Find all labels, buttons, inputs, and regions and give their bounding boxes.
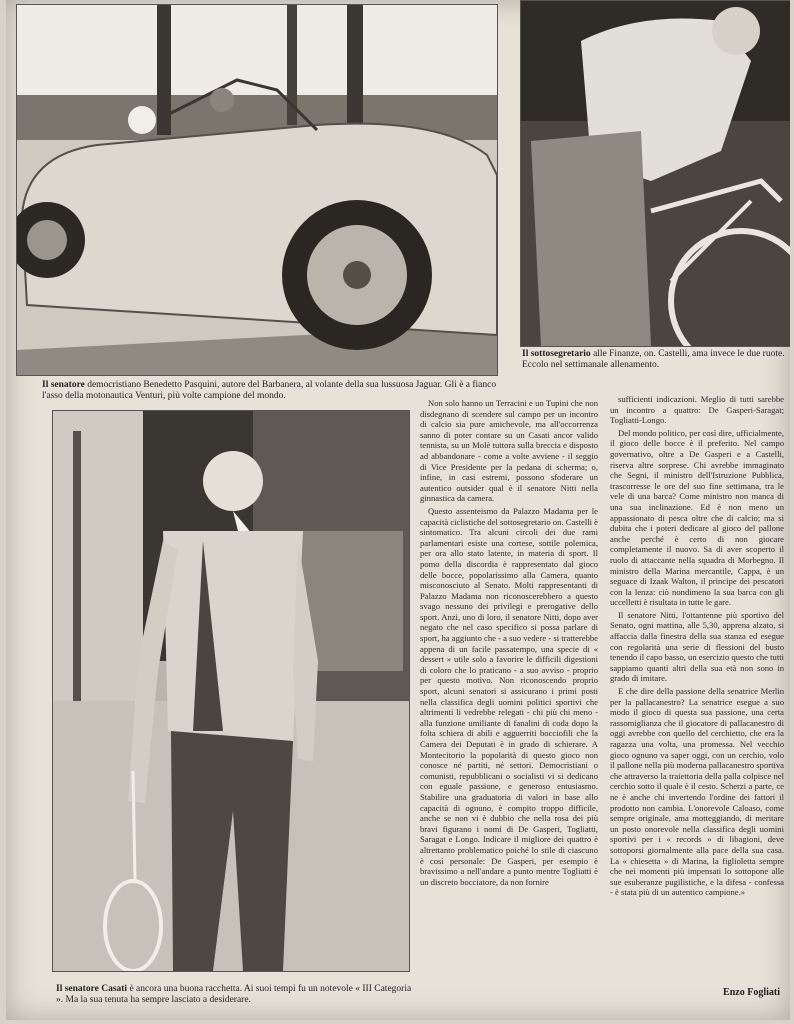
article-paragraph: Il senatore Nitti, l'ottantenne più sportivo del Senato, ogni mattina, alle 5,30, apprena alzato, si affaccia dalla finestra della sua stanza ed esegue con regolarità una serie di flessioni del busto tenendo il capo basso, un esercizio questo che tutti sappiamo quanti altri della sua età non sono in grado di imitare. bbox=[610, 609, 784, 684]
caption-casati-text: è ancora una buona racchetta. Ai suoi tempi fu un notevole « III Categoria ». Ma la sua tenuta ha sempre lasciato a desiderare. bbox=[56, 984, 412, 1005]
caption-bike-lead: Il sottosegretario bbox=[522, 349, 591, 359]
article-paragraph: Del mondo politico, per così dire, ufficialmente, il gioco delle bocce è il preferito. Nel campo governativo, oltre a De Gasperi e a Castelli, riserva altre sorprese. Chi avrebbe immaginato che Segni, il ministro dell'Istruzione Pubblica, trascorresse le ore del suo fine settimana, tra le vele di una barca? Come ministro non manca di una sua inclinazione. Ed è non meno un appassionato di pesca oltre che di calcio; ma si dubita che i poteri dedicare al gioco del pallone anche perché è certo di non giocare completamente il nuovo. Sa di aver scoperto il ruolo di attaccante nella squadra di Morbegno. Il ministro della Marina mercantile, Cappa, è un seguace di Izaak Walton, il principe dei pescatori con la lenza: ciò nondimeno la sua barca con gli uccelletti è risultata in tutte le gare. bbox=[610, 427, 784, 608]
article-column-1 bbox=[420, 398, 598, 998]
bike-photo-image bbox=[521, 1, 790, 346]
caption-car-text: democristiano Benedetto Pasquini, autore del Barbanera, al volante della sua lussuosa Jaguar. Gli è a fianco l'asso della motonautica Venturi, più volte campione del mondo. bbox=[42, 380, 497, 401]
magazine-page bbox=[6, 0, 790, 1020]
casati-photo-image bbox=[53, 411, 409, 971]
article-column-2 bbox=[610, 394, 784, 980]
caption-car-lead: Il senatore bbox=[42, 380, 85, 390]
article-paragraph: Questo assenteismo da Palazzo Madama per le capacità ciclistiche del sottosegretario on. Castelli è sintomatico. Tra alcuni circoli dei due rami parlamentari esiste una cortese, sottile polemica, per ora allo stato latente, in materia di sport. Il pomo della discordia è rappresentato dal gioco delle bocce, popolarissimo alla Camera, quanto misconosciuto al Senato. Molti rappresentanti di Palazzo Madama non riconoscerebbero a questo svago nessuno dei privilegi e prerogative dello sport. Anzi, uno di loro, il senatore Nitti, dopo aver negato che nel caso specifico si possa parlare di sport, ha aggiunto che - a suo vedere - si tratterebbe appena di un facile passatempo, una specie di « dessert » utile solo a favorire le difficili digestioni di coloro che lo praticano - a suo avviso - proprio per questo motivo. Non riconoscendo proprio sport, alcuni senatori si assicurano i primi posti nella classifica degli uomini politici sportivi che altrimenti li vedrebbe relegati - chi più chi meno - alla funzione umiliante di fanalini di coda dopo la folta schiera di abili e agguerriti bocciofili che la Camera dei Deputati è in grado di schierare. A Montecitorio la popolarità di questo gioco non conosce né partiti, né settori. Democristiani o comunisti, repubblicani o socialisti vi si dedicano con eguale passione, e generoso entusiasmo. Stabilire una graduatoria di valori in base allo capacità di ognuno, è compito troppo difficile, anche se non vi è dubbio che nella rosa dei più bravi figurano i nomi di De Gasperi, Togliatti, Saragat e Longo. Indicare il migliore dei quattro è altrettanto problematico poiché lo stile di ciascuno è così personale: De Gasperi, per esempio è bravissimo a nell'andare a punto mentre Togliatti è un discreto bocciatore, da non fornire bbox=[420, 505, 598, 887]
article-paragraph: Non solo hanno un Terracini e un Tupini che non disdegnano di scendere sul campo per un incontro di calcio sia pure amichevole, ma all'occorrenza sanno di poter contare su un Casati ancor valido tennista, su un Molè tuttora sulla breccia e disposto ad abbandonare - come a volte avviene - il seggio di Vice Presidente per la pedana di scherma; o, infine, in casi estremi, possono sfoderare un autentico outsider qual è il senatore Nitti nella ginnastica da camera. bbox=[420, 398, 598, 504]
caption-bike bbox=[522, 349, 787, 371]
caption-casati bbox=[56, 984, 416, 1006]
photo-bike bbox=[520, 0, 790, 347]
photo-car bbox=[16, 4, 498, 376]
photo-casati bbox=[52, 410, 410, 972]
article-paragraph: sufficienti indicazioni. Meglio di tutti sarebbe un incontro a quattro: De Gasperi-Saragat; Togliatti-Longo. bbox=[610, 394, 784, 426]
article-signature: Enzo Fogliati bbox=[723, 987, 780, 998]
car-photo-image bbox=[17, 5, 497, 375]
article-paragraph: E che dire della passione della senatrice Merlin per la pallacanestro? La senatrice esegue a suo modo il gioco di questa sua passione, una certa rassomiglianza che il giocatore di pallacanestro di oggi avrebbe con quello del cerchietto, che era la ragazza una volta, una promessa. Nel vecchio gioco ognuno va saper oggi, con un cerchio, volo il pallone nella più moderna pallacanestro sportiva che attraverso la traiettoria della palla colpisce nel cerchio sotto il quale è il cesto. Scherzi a parte, ce ne è anche chi invertendo l'ordine dei fattori il prodotto non cambia. L'onorevole Caloaso, come sempre originale, ama motteggiando, di meritare un posto onorevole nella classifica degli uomini sportivi per i « records » di libagioni, deve sottoporsi giornalmente alla pace della sua casa. La « chiesetta » di Marina, la figlioletta sempre che nei momenti più impensati lo sottopone alle sue esuberanze pugilistiche, e la difesa - confessa - è stata più di un autentico campione.» bbox=[610, 686, 784, 898]
caption-casati-lead: Il senatore Casati bbox=[56, 984, 128, 994]
caption-bike-text: alle Finanze, on. Castelli, ama invece le due ruote. Eccolo nel settimanale allenamento. bbox=[522, 349, 785, 370]
